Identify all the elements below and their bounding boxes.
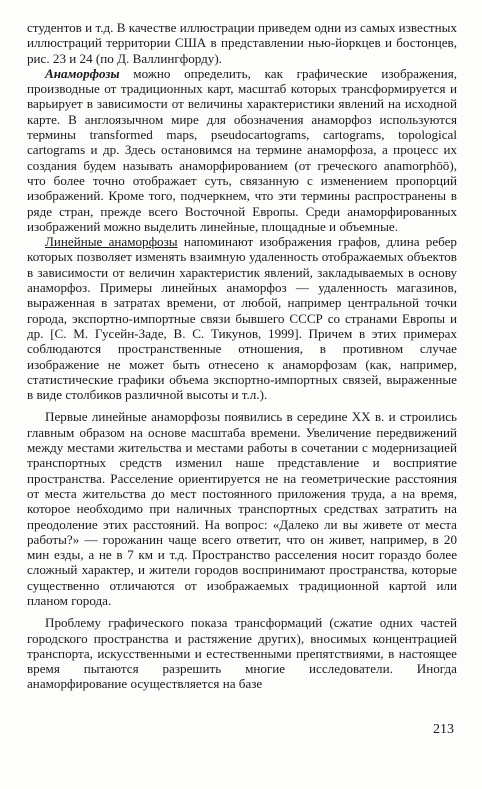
body-text: [27, 20, 457, 692]
term-linear-anamorphoses: Линейные анаморфозы: [45, 234, 178, 250]
paragraph-transformation-problem: [27, 615, 457, 691]
paragraph-gap: [27, 608, 457, 615]
paragraph-gap: [27, 402, 457, 409]
paragraph-anamorphoses-definition: [27, 66, 457, 234]
term-anamorphoses: Анаморфозы: [45, 65, 120, 81]
paragraph-first-linear-anamorphoses: [27, 409, 457, 608]
paragraph-text: напоминают изображения графов, длина ребер которых позволяет изменять взаимную удаленность отображаемых объектов в зависимости от величин характеристик явлений, закладываемых в основу анаморфоз. Примеры линейных анаморфоз — удаленность магазинов, выраженная в затратах времени, от любой, например центральной точки города, экспортно-импортные связи бывшего СССР со странами Европы и др. [С. М. Гусейн-Заде, В. С. Тикунов, 1999]. Причем в этих примерах соблюдаются пространственные отношения, в противном случае изображение не может быть отнесено к анаморфозам (как, например, статистические графики объема экспортно-импортных связей, выраженные в виде столбиков различной высоты и т.л.).: [27, 234, 457, 403]
page-number: 213: [433, 722, 454, 737]
paragraph-text: можно определить, как графические изображения, производные от традиционных карт, масштаб которых трансформируется и варьирует в зависимости от величины характеристики явлений на исходной карте. В англоязычном мире для обозначения анаморфоз используются термины transformed maps, pseudocartograms, cartograms, topological cartograms и др. Здесь остановимся на термине анаморфоза, а процесс их создания будем называть анаморфированием (от греческого anamorphōō), что более точно отображает суть, связанную с изменением пропорций изображений. Кроме того, подчеркнем, что эти термины распространены в ряде стран, прежде всего Восточной Европы. Среди анаморфированных изображений можно выделить линейные, площадные и объемные.: [27, 65, 457, 234]
paragraph-continuation: [27, 20, 457, 66]
paragraph-linear-anamorphoses: [27, 234, 457, 402]
paragraph-text: Первые линейные анаморфозы появились в середине XX в. и строились главным образом на основе масштаба времени. Увеличение передвижений между местами жительства и местами работы в сочетании с модернизацией транспортных средств изменил наше представление и восприятие пространства. Расселение ориентируется не на геометрические расстояния от места жительства до мест постоянного приложения труда, а на время, которое необходимо при наличных транспортных средствах затратить на преодоление этих расстояний. На вопрос: «Далеко ли вы живете от места работы?» — горожанин чаще всего ответит, что он живет, например, в 20 мин езды, а не в 7 км и т.д. Пространство расселения носит гораздо более сложный характер, и жители городов воспринимают пространства, которые существенно отличаются от изображаемых традиционной картой или планом города.: [27, 409, 457, 608]
paragraph-text: студентов и т.д. В качестве иллюстрации приведем одни из самых известных иллюстраций территории США в представлении нью-йоркцев и бостонцев, рис. 23 и 24 (по Д. Валлингфорду).: [27, 20, 457, 66]
paragraph-text: Проблему графического показа трансформаций (сжатие одних частей городского пространства и растяжение других), вносимых концентрацией транспорта, искусственными и естественными препятствиями, в настоящее время пытаются разрешить многие исследователи. Иногда анаморфирование осуществляется на базе: [27, 615, 457, 692]
